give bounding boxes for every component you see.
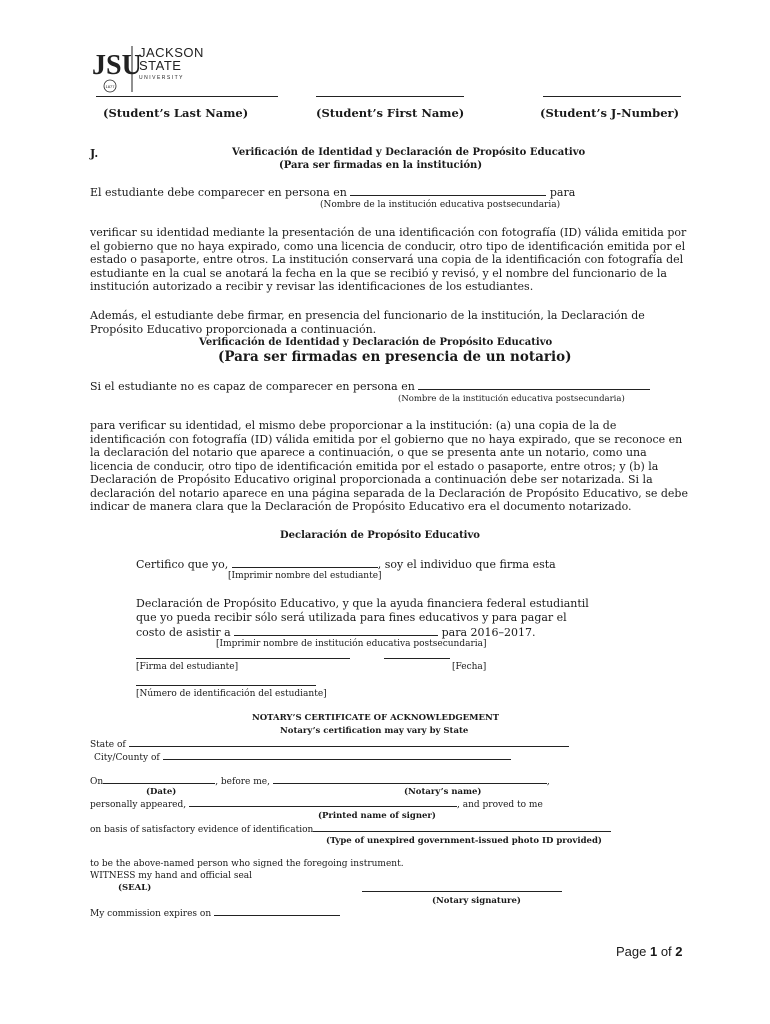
first-name-label: (Student’s First Name) — [316, 106, 465, 120]
certify-after: , soy el individuo que firma esta — [377, 558, 556, 571]
on-line: On , before me, , — [90, 777, 550, 787]
basis-line — [90, 823, 611, 835]
section1-paragraph1: verificar su identidad mediante la presentación de una identificación con fotografía (ID) válida emitida por el gobierno que no haya expirado, como una licencia de conducir, otro tipo de identificación emitida por el estado o pasaporte, entre otros. La institución conservará una copia de la identificación con fotografía del estudiante en la cual se anotará la fecha en la que se recibió y revisó, y el nombre del funcionario de la institución autorizado a recibir y revisar las identificaciones de los estudiantes. — [90, 226, 687, 293]
student-name-field[interactable] — [232, 557, 378, 568]
page-current: 1 — [649, 944, 658, 959]
printed-name-hint: (Printed name of signer) — [318, 811, 436, 821]
notary-signature-field[interactable] — [362, 891, 562, 892]
state-label: State of — [90, 740, 126, 750]
section2-intro — [90, 379, 650, 393]
on-date-field[interactable] — [103, 775, 215, 784]
institution-name-field[interactable] — [350, 185, 546, 196]
section1-paragraph2: Además, el estudiante debe firmar, en presencia del funcionario de la institución, la Declaración de Propósito Educativo proporcionada a continuación. — [90, 309, 645, 336]
section2-paragraph: para verificar su identidad, el mismo debe proporcionar a la institución: (a) una copia de la de identificación con fotografía (ID) válida emitida por el gobierno que no haya expirado, que se reconoce en la declaración del notario que aparece a continuación, o que se presenta ante un notario, como una licencia de conducir, otro tipo de identificación emitida por el estado o pasaporte, entre otros; y (b) la Declaración de Propósito Educativo original proporcionada a continuación debe ser notarizada. Si la declaración del notario aparece en una página separada de la Declaración de Propósito Educativo, se debe indicar de manera clara que la Declaración de Propósito Educativo era el documento notarizado. — [90, 419, 688, 513]
section1-title: Verificación de Identidad y Declaración de Propósito Educativo — [232, 147, 586, 158]
logo-name-line2: STATE — [139, 58, 182, 73]
notary-name-field[interactable] — [273, 775, 547, 784]
declaration-institution-field[interactable] — [234, 625, 438, 636]
date-hint: (Date) — [146, 787, 177, 797]
witness-text: WITNESS my hand and official seal — [90, 871, 253, 881]
last-name-line[interactable] — [96, 96, 278, 97]
section1-institution-hint: (Nombre de la institución educativa postsecundaria) — [320, 200, 561, 210]
section2-intro-before: Si el estudiante no es capaz de comparecer en persona en — [90, 380, 415, 393]
section1-intro-after: para — [549, 186, 576, 199]
above-named-text: to be the above-named person who signed the foregoing instrument. — [90, 859, 404, 869]
state-line — [90, 738, 569, 750]
seal-label: (SEAL) — [118, 883, 152, 893]
proved-label: , and proved to me — [457, 800, 543, 810]
student-signature-field[interactable] — [136, 658, 350, 659]
section1-intro-before: El estudiante debe comparecer en persona en — [90, 186, 347, 199]
basis-label: on basis of satisfactory evidence of identification — [90, 825, 314, 835]
student-id-field[interactable] — [136, 685, 316, 686]
declaration-title: Declaración de Propósito Educativo — [280, 530, 480, 541]
appeared-line — [90, 798, 543, 810]
on-label: On — [90, 777, 104, 787]
appeared-label: personally appeared, — [90, 800, 187, 810]
section2-institution-hint: (Nombre de la institución educativa postsecundaria) — [398, 394, 625, 404]
county-label: City/County of — [94, 753, 160, 763]
notary-title: NOTARY’S CERTIFICATE OF ACKNOWLEDGEMENT — [252, 713, 500, 723]
declaration-line3-after: para 2016–2017. — [441, 626, 536, 639]
logo-wordmark — [139, 46, 204, 85]
section2-institution-field[interactable] — [418, 379, 650, 390]
declaration-line3 — [136, 625, 536, 639]
page-prefix: Page — [616, 944, 650, 959]
id-type-field[interactable] — [313, 823, 611, 832]
certify-line — [136, 557, 556, 571]
declaration-line3-before: costo de asistir a — [136, 626, 231, 639]
declaration-line2: que yo pueda recibir sólo será utilizada para fines educativos y para pagar el — [136, 611, 567, 624]
section-marker: J. — [90, 147, 99, 160]
logo-year: 1877 — [105, 84, 115, 89]
section1-intro — [90, 185, 575, 199]
logo-name-line3: UNIVERSITY — [139, 75, 185, 81]
commission-label: My commission expires on — [90, 909, 212, 919]
section2-subtitle: (Para ser firmadas en presencia de un notario) — [218, 349, 572, 365]
logo-monogram: JSU — [92, 50, 142, 81]
state-field[interactable] — [129, 738, 569, 747]
signer-name-field[interactable] — [189, 798, 457, 807]
page-total: 2 — [675, 944, 683, 959]
j-number-label: (Student’s J-Number) — [540, 106, 680, 120]
last-name-label: (Student’s Last Name) — [103, 106, 249, 120]
before-me-label: , before me, — [215, 777, 270, 787]
commission-date-field[interactable] — [214, 907, 340, 916]
page-number — [616, 944, 683, 959]
certify-before: Certifico que yo, — [136, 558, 229, 571]
logo-name-line1: JACKSON — [139, 45, 204, 60]
page-of: of — [657, 944, 676, 959]
first-name-line[interactable] — [316, 96, 464, 97]
notary-subtitle: Notary’s certification may vary by State — [280, 726, 469, 736]
date-field[interactable] — [384, 658, 450, 659]
jsu-monogram-icon — [92, 44, 142, 94]
declaration-institution-hint: [Imprimir nombre de institución educativa postsecundaria] — [216, 639, 487, 649]
signature-label: [Firma del estudiante] — [136, 662, 239, 672]
id-type-hint: (Type of unexpired government-issued photo ID provided) — [326, 836, 602, 846]
notary-signature-hint: (Notary signature) — [432, 896, 521, 906]
declaration-line1: Declaración de Propósito Educativo, y que la ayuda financiera federal estudiantil — [136, 597, 589, 610]
notary-name-hint: (Notary’s name) — [404, 787, 482, 797]
county-line — [94, 751, 511, 763]
county-field[interactable] — [163, 751, 511, 760]
section2-title: Verificación de Identidad y Declaración de Propósito Educativo — [199, 337, 553, 348]
commission-line — [90, 907, 340, 919]
print-name-hint: [Imprimir nombre del estudiante] — [228, 571, 382, 581]
student-id-label: [Número de identificación del estudiante] — [136, 689, 327, 699]
j-number-line[interactable] — [543, 96, 681, 97]
date-label: [Fecha] — [452, 662, 487, 672]
section1-subtitle: (Para ser firmadas en la institución) — [279, 160, 483, 171]
